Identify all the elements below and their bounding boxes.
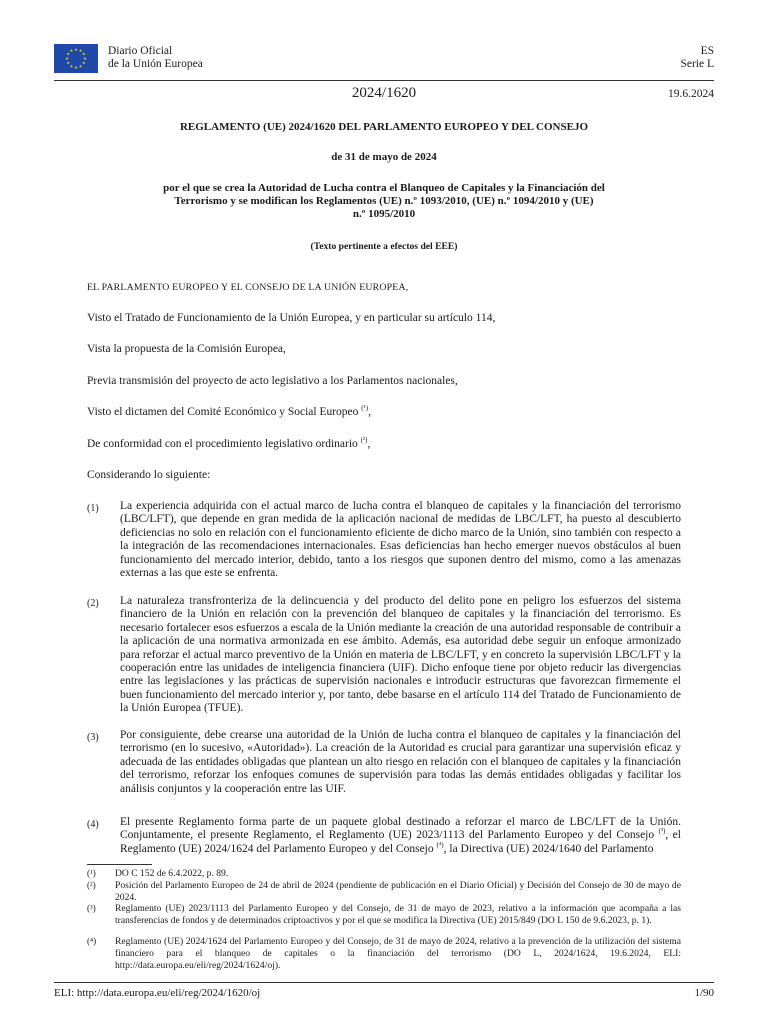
regulation-subject <box>100 182 668 221</box>
recital-text: Por consiguiente, debe crearse una autoridad de la Unión de lucha contra el blanqueo de capitales y la financiación del terrorismo (en lo sucesivo, «Autoridad»). La creación de la Autoridad es crucial para garantizar una supervisión eficaz y adecuada de las entidades obligadas que plantean un alto riesgo en relación con el blanqueo de capitales y la financiación del terrorismo, reforzar los enfoques comunes de supervisión para todas las demás entidades obligadas y facilitar los análisis conjuntos y la cooperación entre las UIF. <box>120 729 681 795</box>
footnote-text: Reglamento (UE) 2024/1624 del Parlamento Europeo y del Consejo, de 31 de mayo de 2024, relativo a la prevención de la utilización del sistema financiero para el blanqueo de capitales o la financiación del terrorismo (DO L, 2024/1624, 19.6.2024, ELI: http://data.europa.eu/eli/reg/2024/1624/oj). <box>115 936 681 971</box>
page-number: 1/90 <box>694 987 714 999</box>
footnote-number: (³) <box>87 903 96 913</box>
citation-transmission: Previa transmisión del proyecto de acto legislativo a los Parlamentos nacionales, <box>87 375 458 387</box>
footnote-ref-3[interactable]: (³) <box>658 827 666 836</box>
eu-star-icon <box>79 65 82 68</box>
eu-star-icon <box>74 48 77 51</box>
footnote-text: Posición del Parlamento Europeo de 24 de abril de 2024 (pendiente de publicación en el Diario Oficial) y Decisión del Consejo de 30 de mayo de 2024. <box>115 880 681 903</box>
recital-text <box>120 816 681 856</box>
recital-text: La naturaleza transfronteriza de la delincuencia y del producto del delito pone en peligro los esfuerzos del sistema financiero de la Unión en relación con la prevención del blanqueo de capitales y la financiación del terrorismo. Es necesario fortalecer esos esfuerzos a escala de la Unión mediante la creación de una autoridad responsable de contribuir a la aplicación de una normativa armonizada en ese ámbito. Además, esa autoridad debe seguir un enfoque armonizado para reforzar el actual marco preventivo de la Unión en materia de LBC/LFT, y en concreto la supervisión LBC/LFT y la cooperación entre las unidades de inteligencia financiera (UIF). Dicho enfoque tiene por objeto reducir las divergencias entre las legislaciones y las prácticas de supervisión nacionales e introducir estructuras que favorezcan firmemente el buen funcionamiento del mercado interior y, por tanto, debe basarse en el artículo 114 del Tratado de Funcionamiento de la Unión Europea (TFUE). <box>120 595 681 715</box>
publication-date: 19.6.2024 <box>668 88 714 100</box>
regulation-date: de 31 de mayo de 2024 <box>331 151 437 163</box>
eu-star-icon <box>83 57 86 60</box>
recital-text-part2: , el Reglamento (UE) 2024/1624 del Parlamento Europeo y del Consejo <box>120 829 681 855</box>
eli-link[interactable]: ELI: http://data.europa.eu/eli/reg/2024/1620/oj <box>54 987 261 999</box>
citation-proposal: Vista la propuesta de la Comisión Europea, <box>87 343 286 355</box>
regulation-subject-line2: Terrorismo y se modifican los Reglamentos (UE) n.º 1093/2010, (UE) n.º 1094/2010 y (UE) <box>174 195 594 207</box>
regulation-title: REGLAMENTO (UE) 2024/1620 DEL PARLAMENTO EUROPEO Y DEL CONSEJO <box>179 121 589 133</box>
footnote-text: Reglamento (UE) 2023/1113 del Parlamento Europeo y del Consejo, de 31 de mayo de 2023, relativo a la información que acompaña a las transferencias de fondos y de determinados criptoactivos y por el que se modifica la Directiva (UE) 2015/849 (DO L 150 de 9.6.2023, p. 1). <box>115 903 681 926</box>
citation-treaty: Visto el Tratado de Funcionamiento de la Unión Europea, y en particular su artículo 114, <box>87 312 496 324</box>
journal-name <box>108 45 203 71</box>
journal-name-line2: de la Unión Europea <box>108 58 203 70</box>
recital-text: La experiencia adquirida con el actual marco de lucha contra el blanqueo de capitales y la financiación del terrorismo (LBC/LFT), que depende en gran medida de la aplicación nacional de medidas de LBC/LFT, ha puesto al descubierto deficiencias no solo en relación con el funcionamiento eficiente de dicho marco de la Unión, sino también con respecto a la integración de las recomendaciones internacionales. Esas deficiencias han hecho emerger nuevos obstáculos al buen funcionamiento del mercado interior, debido, tanto a los riesgos que suponen dentro del mismo, como a las amenazas externas a las que este se enfrenta. <box>120 500 681 580</box>
recital-number: (4) <box>87 819 99 830</box>
recital-text-part1: El presente Reglamento forma parte de un paquete global destinado a reforzar el marco de LBC/LFT de la Unión. Conjuntamente, el presente Reglamento, el Reglamento (UE) 2023/1113 del Parlamento Europeo y del Consejo <box>120 816 681 842</box>
recital-number: (1) <box>87 503 99 514</box>
eu-star-icon <box>79 49 82 52</box>
footnote-ref-2[interactable]: (²) <box>360 436 368 445</box>
regulation-subject-line3: n.º 1095/2010 <box>352 208 416 220</box>
authors-line: EL PARLAMENTO EUROPEO Y EL CONSEJO DE LA UNIÓN EUROPEA, <box>87 282 409 293</box>
recital-text-part3: , la Directiva (UE) 2024/1640 del Parlamento <box>443 842 654 855</box>
eu-star-icon <box>82 52 85 55</box>
language-code: ES <box>700 45 714 57</box>
recital-number: (3) <box>87 732 99 743</box>
header-rule <box>54 80 714 81</box>
eu-star-icon <box>82 61 85 64</box>
eu-star-icon <box>74 66 77 69</box>
eu-star-icon <box>70 49 73 52</box>
citation-ecosoc-end: , <box>368 406 371 418</box>
citation-ecosoc <box>87 406 683 419</box>
footnote-rule <box>87 864 152 865</box>
footnote-ref-1[interactable]: (¹) <box>361 404 369 413</box>
footnote-number: (⁴) <box>87 936 97 946</box>
recital-number: (2) <box>87 598 99 609</box>
footnote-number: (²) <box>87 880 96 890</box>
series-label: Serie L <box>680 58 714 70</box>
eee-relevance-note: (Texto pertinente a efectos del EEE) <box>310 241 458 252</box>
document-number: 2024/1620 <box>351 85 417 101</box>
footnote-ref-4[interactable]: (⁴) <box>436 840 444 849</box>
journal-name-line1: Diario Oficial <box>108 45 173 57</box>
whereas-intro: Considerando lo siguiente: <box>87 469 211 481</box>
footer-rule <box>54 982 714 983</box>
eu-star-icon <box>70 65 73 68</box>
footnote-text: DO C 152 de 6.4.2022, p. 89. <box>115 868 229 879</box>
footnote-number: (¹) <box>87 868 96 878</box>
citation-procedure-end: , <box>367 438 371 450</box>
eu-flag-icon <box>54 44 98 73</box>
citation-procedure <box>87 438 683 451</box>
eu-star-icon <box>67 61 70 64</box>
citation-ecosoc-text: Visto el dictamen del Comité Económico y Social Europeo <box>87 406 359 418</box>
eu-star-icon <box>65 57 68 60</box>
eu-star-icon <box>67 52 70 55</box>
citation-procedure-text: De conformidad con el procedimiento legislativo ordinario <box>87 438 358 450</box>
language-series <box>680 45 714 71</box>
regulation-subject-line1: por el que se crea la Autoridad de Lucha contra el Blanqueo de Capitales y la Financiación del <box>163 182 605 194</box>
